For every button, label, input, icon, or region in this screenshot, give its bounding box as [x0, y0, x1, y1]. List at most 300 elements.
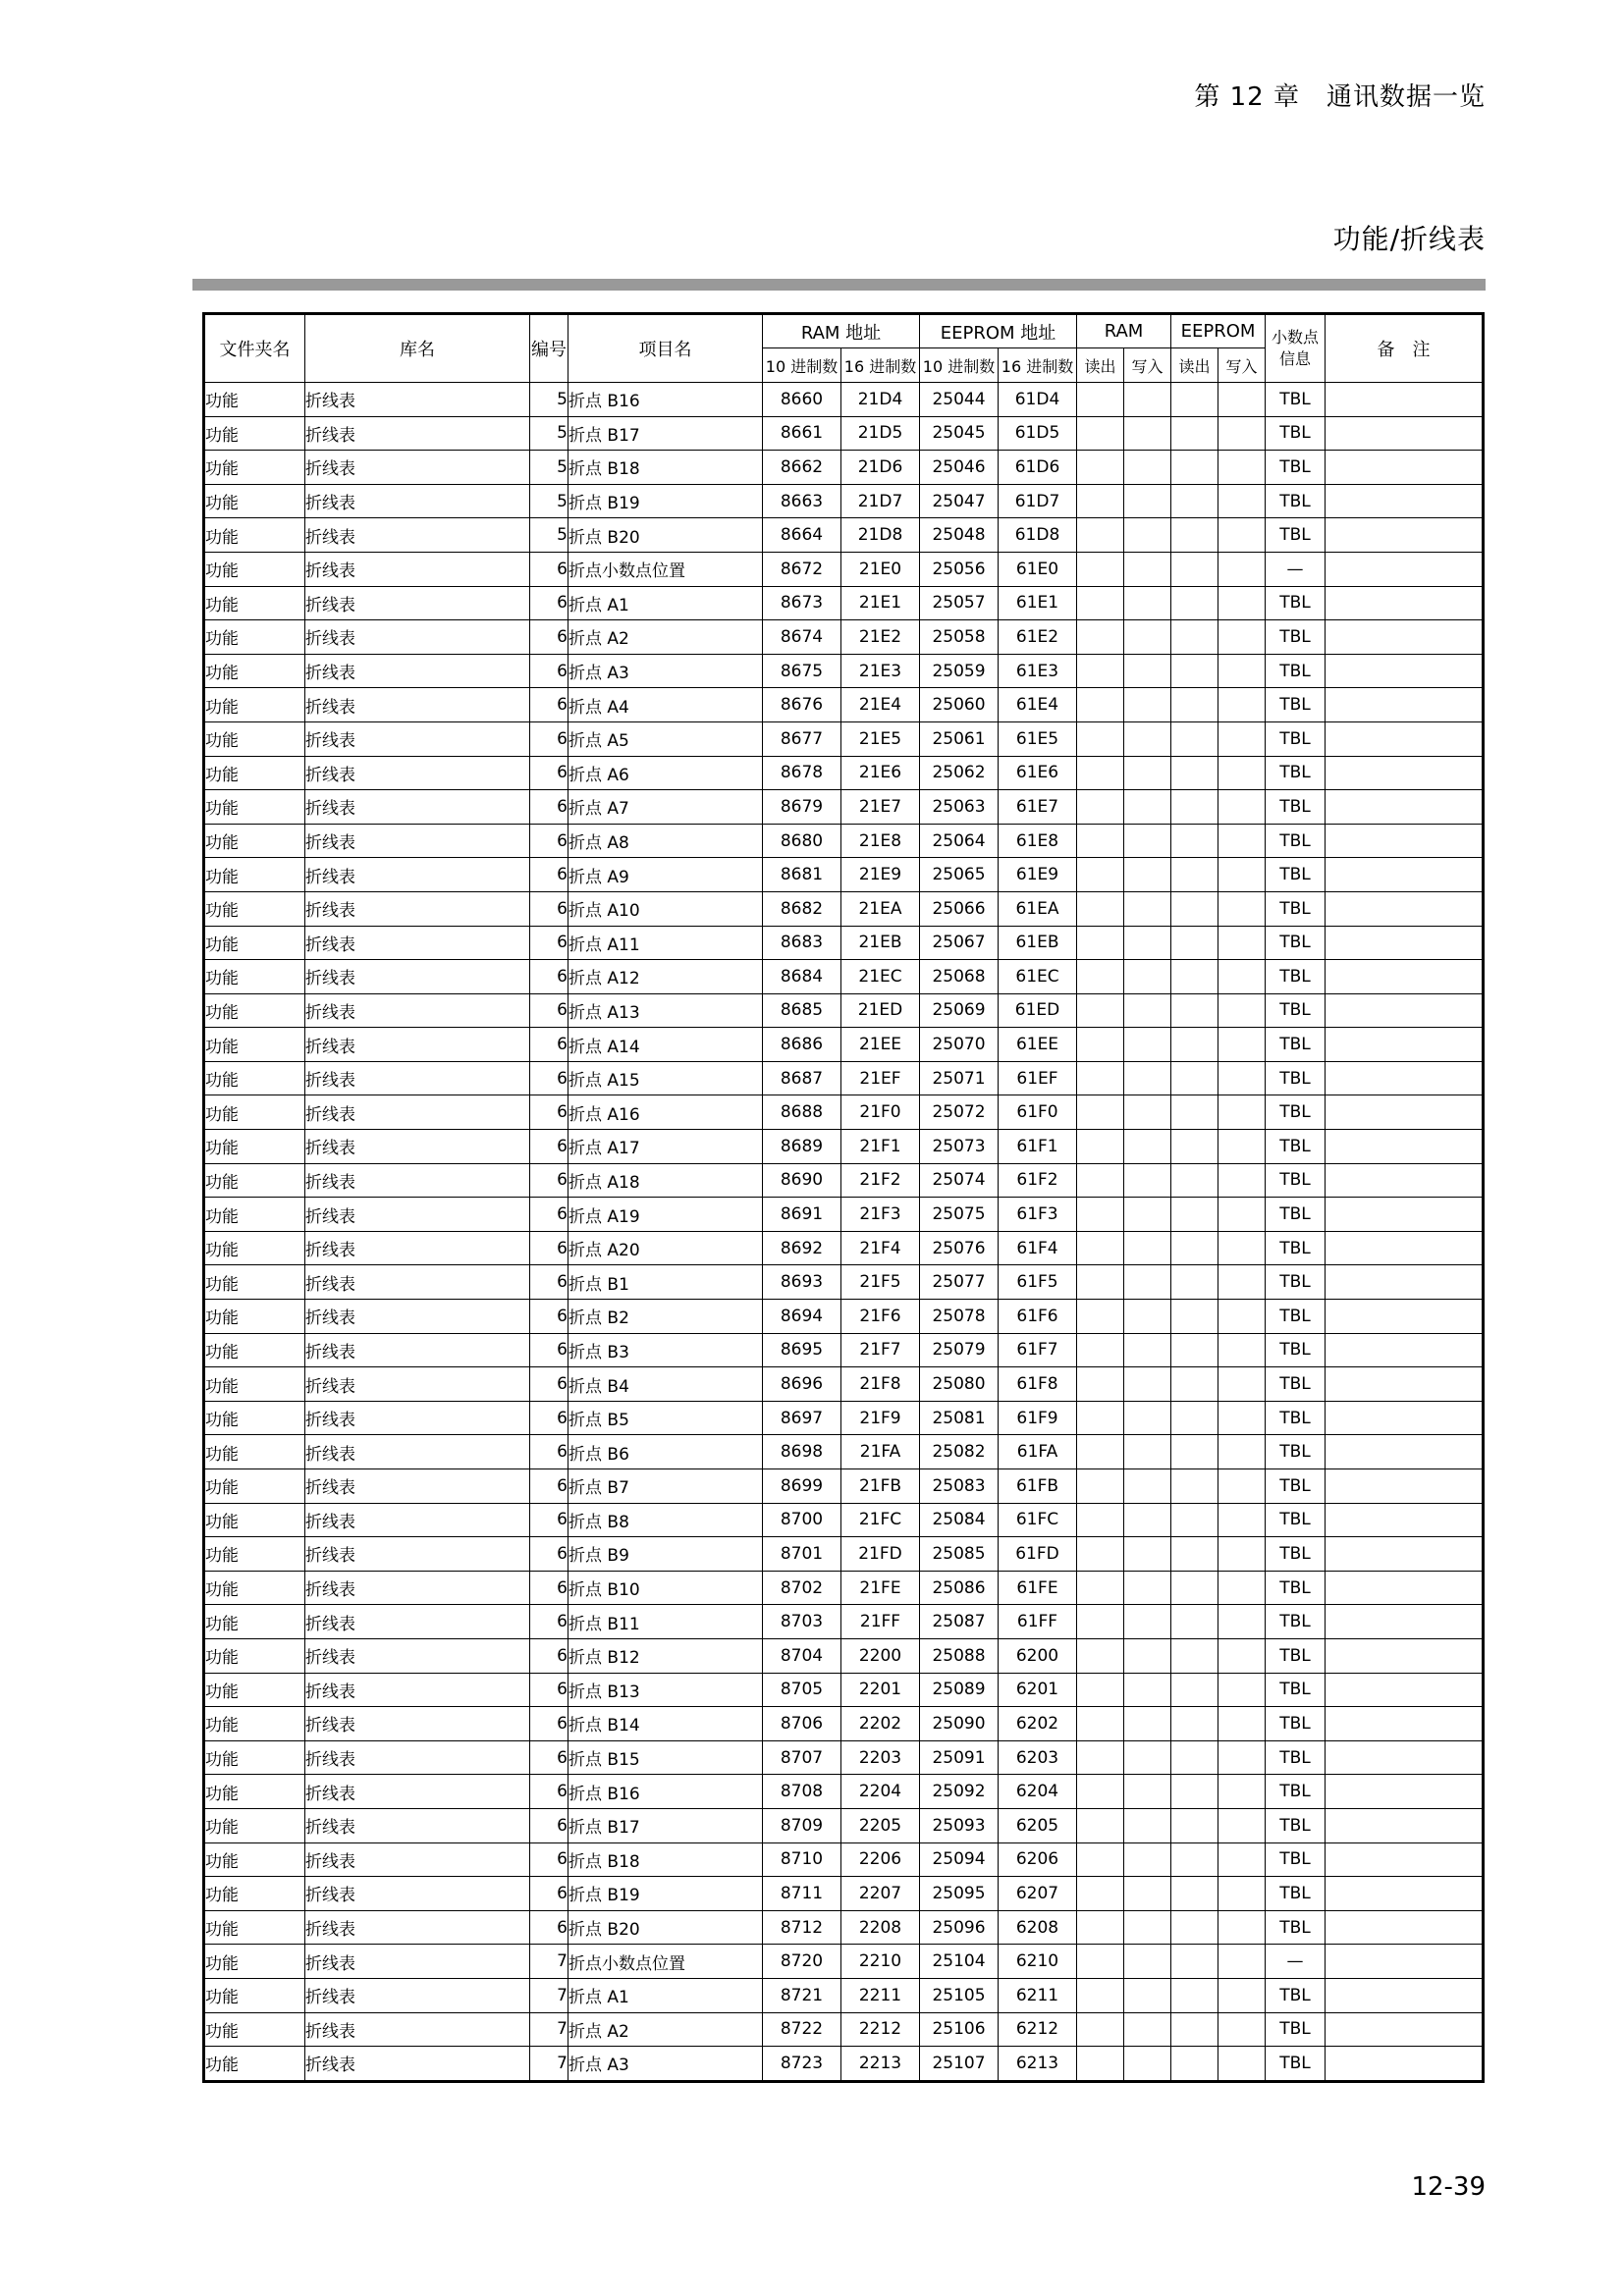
cell-eeprom-write — [1218, 1605, 1266, 1639]
cell-number: 6 — [530, 960, 568, 994]
cell-number: 7 — [530, 1945, 568, 1979]
table-row — [204, 1910, 1484, 1945]
cell-eeprom-dec: 25085 — [920, 1537, 999, 1572]
cell-ram-dec: 8701 — [763, 1537, 841, 1572]
cell-remarks — [1326, 1638, 1484, 1673]
cell-eeprom-hex: 6207 — [999, 1877, 1077, 1911]
cell-folder: 功能 — [204, 790, 305, 825]
cell-number: 7 — [530, 1978, 568, 2012]
table-row — [204, 1808, 1484, 1842]
cell-eeprom-read — [1171, 993, 1218, 1028]
cell-remarks — [1326, 1163, 1484, 1198]
table-row — [204, 688, 1484, 722]
cell-eeprom-hex: 61ED — [999, 993, 1077, 1028]
cell-eeprom-write — [1218, 1673, 1266, 1707]
table-row — [204, 1740, 1484, 1775]
cell-eeprom-write — [1218, 484, 1266, 518]
cell-ram-read — [1077, 1503, 1124, 1537]
cell-ram-read — [1077, 1842, 1124, 1877]
cell-library: 折线表 — [305, 1740, 530, 1775]
cell-item: 折点 B13 — [568, 1673, 763, 1707]
table-row — [204, 1231, 1484, 1265]
cell-ram-hex: 2206 — [841, 1842, 920, 1877]
cell-eeprom-write — [1218, 416, 1266, 451]
cell-eeprom-hex: 61F9 — [999, 1401, 1077, 1435]
cell-eeprom-read — [1171, 552, 1218, 586]
cell-ram-hex: 21E6 — [841, 756, 920, 790]
cell-eeprom-hex: 6208 — [999, 1910, 1077, 1945]
cell-library: 折线表 — [305, 926, 530, 960]
cell-library: 折线表 — [305, 1775, 530, 1809]
table-row — [204, 1265, 1484, 1300]
cell-eeprom-dec: 25066 — [920, 891, 999, 926]
cell-decimal-info: TBL — [1266, 383, 1326, 417]
cell-ram-read — [1077, 1130, 1124, 1164]
cell-eeprom-read — [1171, 1571, 1218, 1605]
cell-ram-hex: 21F2 — [841, 1163, 920, 1198]
cell-ram-read — [1077, 1775, 1124, 1809]
cell-library: 折线表 — [305, 620, 530, 655]
cell-eeprom-write — [1218, 1571, 1266, 1605]
cell-decimal-info: TBL — [1266, 1198, 1326, 1232]
table-row — [204, 1163, 1484, 1198]
cell-ram-read — [1077, 1469, 1124, 1504]
cell-library: 折线表 — [305, 1265, 530, 1300]
cell-item: 折点 A8 — [568, 824, 763, 858]
cell-item: 折点 B20 — [568, 518, 763, 553]
cell-eeprom-hex: 61EE — [999, 1028, 1077, 1062]
cell-ram-hex: 21E1 — [841, 586, 920, 620]
cell-ram-write — [1124, 1945, 1171, 1979]
cell-remarks — [1326, 1571, 1484, 1605]
cell-number: 6 — [530, 1231, 568, 1265]
cell-eeprom-read — [1171, 383, 1218, 417]
cell-eeprom-dec: 25045 — [920, 416, 999, 451]
cell-eeprom-write — [1218, 451, 1266, 485]
cell-ram-hex: 21D7 — [841, 484, 920, 518]
cell-eeprom-write — [1218, 1333, 1266, 1367]
cell-ram-write — [1124, 1605, 1171, 1639]
cell-ram-read — [1077, 960, 1124, 994]
cell-library: 折线表 — [305, 451, 530, 485]
cell-ram-read — [1077, 858, 1124, 892]
cell-ram-read — [1077, 926, 1124, 960]
cell-decimal-info: TBL — [1266, 1808, 1326, 1842]
cell-eeprom-write — [1218, 1401, 1266, 1435]
cell-eeprom-hex: 61E0 — [999, 552, 1077, 586]
cell-item: 折点 B16 — [568, 1775, 763, 1809]
cell-ram-dec: 8691 — [763, 1198, 841, 1232]
cell-eeprom-dec: 25063 — [920, 790, 999, 825]
cell-eeprom-dec: 25058 — [920, 620, 999, 655]
cell-ram-read — [1077, 1198, 1124, 1232]
cell-eeprom-write — [1218, 993, 1266, 1028]
cell-ram-dec: 8720 — [763, 1945, 841, 1979]
table-row — [204, 1503, 1484, 1537]
cell-library: 折线表 — [305, 1028, 530, 1062]
cell-eeprom-dec: 25057 — [920, 586, 999, 620]
cell-remarks — [1326, 960, 1484, 994]
cell-library: 折线表 — [305, 1095, 530, 1130]
cell-ram-read — [1077, 891, 1124, 926]
cell-eeprom-write — [1218, 552, 1266, 586]
cell-eeprom-hex: 61EB — [999, 926, 1077, 960]
cell-ram-hex: 21D5 — [841, 416, 920, 451]
cell-eeprom-hex: 61F4 — [999, 1231, 1077, 1265]
cell-ram-write — [1124, 1740, 1171, 1775]
cell-decimal-info: TBL — [1266, 1265, 1326, 1300]
cell-eeprom-write — [1218, 1095, 1266, 1130]
cell-folder: 功能 — [204, 926, 305, 960]
cell-folder: 功能 — [204, 1842, 305, 1877]
cell-ram-hex: 2208 — [841, 1910, 920, 1945]
cell-ram-hex: 21EA — [841, 891, 920, 926]
cell-ram-read — [1077, 518, 1124, 553]
table-row — [204, 1673, 1484, 1707]
cell-ram-write — [1124, 1333, 1171, 1367]
cell-folder: 功能 — [204, 1367, 305, 1402]
cell-number: 6 — [530, 1469, 568, 1504]
cell-item: 折点 A7 — [568, 790, 763, 825]
cell-ram-dec: 8686 — [763, 1028, 841, 1062]
cell-folder: 功能 — [204, 1638, 305, 1673]
cell-eeprom-dec: 25083 — [920, 1469, 999, 1504]
table-row — [204, 1435, 1484, 1469]
cell-eeprom-read — [1171, 721, 1218, 756]
cell-ram-write — [1124, 2012, 1171, 2047]
cell-number: 6 — [530, 1707, 568, 1741]
table-row — [204, 586, 1484, 620]
cell-ram-hex: 21E7 — [841, 790, 920, 825]
cell-ram-hex: 21D8 — [841, 518, 920, 553]
cell-eeprom-write — [1218, 1877, 1266, 1911]
table-row — [204, 721, 1484, 756]
cell-decimal-info: TBL — [1266, 1231, 1326, 1265]
header-ram-read: 读出 — [1077, 348, 1124, 383]
communication-data-table — [202, 312, 1485, 2083]
cell-folder: 功能 — [204, 721, 305, 756]
cell-eeprom-write — [1218, 960, 1266, 994]
cell-eeprom-dec: 25093 — [920, 1808, 999, 1842]
table-row — [204, 1571, 1484, 1605]
cell-library: 折线表 — [305, 1163, 530, 1198]
cell-ram-hex: 2213 — [841, 2047, 920, 2082]
cell-library: 折线表 — [305, 1537, 530, 1572]
cell-folder: 功能 — [204, 1265, 305, 1300]
cell-eeprom-read — [1171, 1095, 1218, 1130]
cell-ram-read — [1077, 552, 1124, 586]
cell-ram-hex: 2210 — [841, 1945, 920, 1979]
table-row — [204, 756, 1484, 790]
cell-eeprom-dec: 25079 — [920, 1333, 999, 1367]
cell-ram-write — [1124, 1638, 1171, 1673]
cell-ram-read — [1077, 1231, 1124, 1265]
cell-ram-dec: 8697 — [763, 1401, 841, 1435]
cell-decimal-info: TBL — [1266, 926, 1326, 960]
cell-decimal-info: TBL — [1266, 2012, 1326, 2047]
cell-ram-hex: 2211 — [841, 1978, 920, 2012]
cell-remarks — [1326, 1945, 1484, 1979]
cell-library: 折线表 — [305, 891, 530, 926]
cell-library: 折线表 — [305, 1231, 530, 1265]
cell-library: 折线表 — [305, 858, 530, 892]
cell-eeprom-dec: 25078 — [920, 1300, 999, 1334]
cell-remarks — [1326, 1401, 1484, 1435]
cell-eeprom-write — [1218, 2012, 1266, 2047]
cell-remarks — [1326, 1910, 1484, 1945]
cell-library: 折线表 — [305, 688, 530, 722]
cell-decimal-info: TBL — [1266, 1163, 1326, 1198]
cell-ram-hex: 21EB — [841, 926, 920, 960]
cell-ram-write — [1124, 891, 1171, 926]
cell-ram-write — [1124, 824, 1171, 858]
table-row — [204, 1945, 1484, 1979]
cell-ram-hex: 2205 — [841, 1808, 920, 1842]
cell-folder: 功能 — [204, 1537, 305, 1572]
cell-folder: 功能 — [204, 1910, 305, 1945]
cell-ram-dec: 8706 — [763, 1707, 841, 1741]
table-row — [204, 1537, 1484, 1572]
cell-eeprom-dec: 25072 — [920, 1095, 999, 1130]
header-eeprom: EEPROM — [1171, 314, 1266, 348]
cell-number: 6 — [530, 1775, 568, 1809]
cell-library: 折线表 — [305, 1333, 530, 1367]
cell-eeprom-read — [1171, 824, 1218, 858]
cell-ram-dec: 8683 — [763, 926, 841, 960]
cell-ram-dec: 8721 — [763, 1978, 841, 2012]
cell-ram-dec: 8663 — [763, 484, 841, 518]
cell-ram-hex: 21FA — [841, 1435, 920, 1469]
table-row — [204, 416, 1484, 451]
cell-library: 折线表 — [305, 416, 530, 451]
cell-ram-dec: 8708 — [763, 1775, 841, 1809]
cell-number: 6 — [530, 586, 568, 620]
table-row — [204, 1707, 1484, 1741]
cell-library: 折线表 — [305, 1198, 530, 1232]
cell-ram-read — [1077, 993, 1124, 1028]
cell-ram-read — [1077, 1673, 1124, 1707]
cell-folder: 功能 — [204, 1673, 305, 1707]
cell-ram-write — [1124, 552, 1171, 586]
cell-item: 折点 A1 — [568, 1978, 763, 2012]
cell-eeprom-dec: 25071 — [920, 1061, 999, 1095]
cell-ram-hex: 21F5 — [841, 1265, 920, 1300]
cell-eeprom-hex: 61E2 — [999, 620, 1077, 655]
table-row — [204, 824, 1484, 858]
cell-ram-hex: 2202 — [841, 1707, 920, 1741]
cell-remarks — [1326, 1469, 1484, 1504]
cell-item: 折点 B19 — [568, 484, 763, 518]
cell-library: 折线表 — [305, 756, 530, 790]
cell-remarks — [1326, 451, 1484, 485]
cell-eeprom-dec: 25086 — [920, 1571, 999, 1605]
cell-library: 折线表 — [305, 1842, 530, 1877]
cell-eeprom-write — [1218, 858, 1266, 892]
cell-eeprom-hex: 61D7 — [999, 484, 1077, 518]
table-row — [204, 858, 1484, 892]
cell-ram-read — [1077, 1605, 1124, 1639]
cell-ram-read — [1077, 383, 1124, 417]
cell-library: 折线表 — [305, 1910, 530, 1945]
cell-item: 折点 B2 — [568, 1300, 763, 1334]
cell-eeprom-write — [1218, 1537, 1266, 1572]
cell-folder: 功能 — [204, 1707, 305, 1741]
cell-ram-dec: 8710 — [763, 1842, 841, 1877]
cell-number: 6 — [530, 824, 568, 858]
cell-ram-write — [1124, 1401, 1171, 1435]
cell-item: 折点 A19 — [568, 1198, 763, 1232]
cell-eeprom-dec: 25084 — [920, 1503, 999, 1537]
cell-number: 6 — [530, 552, 568, 586]
cell-decimal-info: TBL — [1266, 1469, 1326, 1504]
cell-eeprom-dec: 25076 — [920, 1231, 999, 1265]
cell-ram-hex: 21F7 — [841, 1333, 920, 1367]
table-row — [204, 1978, 1484, 2012]
cell-ram-dec: 8675 — [763, 654, 841, 688]
cell-ram-dec: 8688 — [763, 1095, 841, 1130]
cell-eeprom-write — [1218, 383, 1266, 417]
cell-ram-dec: 8703 — [763, 1605, 841, 1639]
cell-ram-hex: 21E0 — [841, 552, 920, 586]
cell-remarks — [1326, 858, 1484, 892]
cell-eeprom-hex: 61E3 — [999, 654, 1077, 688]
cell-item: 折点 B7 — [568, 1469, 763, 1504]
cell-ram-dec: 8677 — [763, 721, 841, 756]
cell-eeprom-dec: 25070 — [920, 1028, 999, 1062]
cell-library: 折线表 — [305, 1945, 530, 1979]
cell-ram-read — [1077, 1265, 1124, 1300]
cell-ram-dec: 8674 — [763, 620, 841, 655]
cell-decimal-info: TBL — [1266, 824, 1326, 858]
cell-eeprom-hex: 61F2 — [999, 1163, 1077, 1198]
header-ram-address: RAM 地址 — [763, 314, 920, 348]
cell-eeprom-write — [1218, 620, 1266, 655]
cell-remarks — [1326, 688, 1484, 722]
cell-ram-hex: 21EE — [841, 1028, 920, 1062]
cell-library: 折线表 — [305, 1673, 530, 1707]
cell-eeprom-dec: 25082 — [920, 1435, 999, 1469]
cell-decimal-info: TBL — [1266, 1367, 1326, 1402]
cell-eeprom-write — [1218, 1842, 1266, 1877]
cell-ram-read — [1077, 1537, 1124, 1572]
cell-item: 折点小数点位置 — [568, 1945, 763, 1979]
cell-library: 折线表 — [305, 1469, 530, 1504]
cell-item: 折点 B6 — [568, 1435, 763, 1469]
cell-eeprom-read — [1171, 1231, 1218, 1265]
table-row — [204, 1775, 1484, 1809]
cell-decimal-info: TBL — [1266, 1061, 1326, 1095]
cell-eeprom-hex: 6200 — [999, 1638, 1077, 1673]
cell-ram-read — [1077, 620, 1124, 655]
cell-ram-write — [1124, 1978, 1171, 2012]
cell-ram-write — [1124, 960, 1171, 994]
cell-eeprom-write — [1218, 1231, 1266, 1265]
cell-eeprom-dec: 25088 — [920, 1638, 999, 1673]
cell-ram-write — [1124, 1503, 1171, 1537]
cell-eeprom-dec: 25105 — [920, 1978, 999, 2012]
cell-ram-read — [1077, 1095, 1124, 1130]
table-row — [204, 1028, 1484, 1062]
cell-folder: 功能 — [204, 1435, 305, 1469]
cell-ram-dec: 8696 — [763, 1367, 841, 1402]
cell-ram-write — [1124, 1707, 1171, 1741]
cell-remarks — [1326, 1130, 1484, 1164]
table-row — [204, 1333, 1484, 1367]
cell-eeprom-hex: 61E5 — [999, 721, 1077, 756]
cell-eeprom-hex: 6206 — [999, 1842, 1077, 1877]
cell-eeprom-read — [1171, 1842, 1218, 1877]
cell-eeprom-write — [1218, 1503, 1266, 1537]
cell-remarks — [1326, 552, 1484, 586]
cell-decimal-info: — — [1266, 1945, 1326, 1979]
table-row — [204, 1300, 1484, 1334]
cell-eeprom-read — [1171, 1673, 1218, 1707]
cell-number: 6 — [530, 1673, 568, 1707]
cell-remarks — [1326, 2047, 1484, 2082]
cell-decimal-info: TBL — [1266, 1775, 1326, 1809]
table-row — [204, 926, 1484, 960]
cell-library: 折线表 — [305, 1435, 530, 1469]
header-eeprom-hex: 16 进制数 — [999, 348, 1077, 383]
cell-ram-hex: 21F0 — [841, 1095, 920, 1130]
cell-ram-write — [1124, 451, 1171, 485]
cell-number: 6 — [530, 891, 568, 926]
cell-remarks — [1326, 1808, 1484, 1842]
cell-decimal-info: — — [1266, 552, 1326, 586]
cell-eeprom-read — [1171, 1605, 1218, 1639]
cell-eeprom-write — [1218, 1130, 1266, 1164]
cell-number: 6 — [530, 1842, 568, 1877]
cell-eeprom-dec: 25094 — [920, 1842, 999, 1877]
cell-eeprom-hex: 6204 — [999, 1775, 1077, 1809]
cell-eeprom-write — [1218, 1163, 1266, 1198]
cell-remarks — [1326, 416, 1484, 451]
cell-ram-write — [1124, 654, 1171, 688]
cell-eeprom-hex: 6203 — [999, 1740, 1077, 1775]
cell-eeprom-hex: 61FD — [999, 1537, 1077, 1572]
cell-eeprom-read — [1171, 586, 1218, 620]
cell-decimal-info: TBL — [1266, 1638, 1326, 1673]
cell-ram-dec: 8692 — [763, 1231, 841, 1265]
cell-item: 折点 A15 — [568, 1061, 763, 1095]
cell-remarks — [1326, 586, 1484, 620]
cell-decimal-info: TBL — [1266, 858, 1326, 892]
cell-decimal-info: TBL — [1266, 993, 1326, 1028]
cell-eeprom-hex: 61F1 — [999, 1130, 1077, 1164]
cell-eeprom-dec: 25104 — [920, 1945, 999, 1979]
cell-number: 6 — [530, 688, 568, 722]
cell-eeprom-hex: 61E6 — [999, 756, 1077, 790]
cell-decimal-info: TBL — [1266, 416, 1326, 451]
cell-remarks — [1326, 1842, 1484, 1877]
cell-eeprom-read — [1171, 1401, 1218, 1435]
cell-eeprom-hex: 61F3 — [999, 1198, 1077, 1232]
cell-folder: 功能 — [204, 586, 305, 620]
header-eeprom-write: 写入 — [1218, 348, 1266, 383]
cell-number: 6 — [530, 858, 568, 892]
cell-ram-write — [1124, 518, 1171, 553]
cell-eeprom-read — [1171, 858, 1218, 892]
cell-decimal-info: TBL — [1266, 1333, 1326, 1367]
cell-ram-read — [1077, 484, 1124, 518]
cell-folder: 功能 — [204, 1978, 305, 2012]
cell-ram-read — [1077, 1061, 1124, 1095]
cell-eeprom-dec: 25089 — [920, 1673, 999, 1707]
cell-eeprom-write — [1218, 891, 1266, 926]
table-row — [204, 1401, 1484, 1435]
cell-folder: 功能 — [204, 1300, 305, 1334]
cell-number: 6 — [530, 1605, 568, 1639]
